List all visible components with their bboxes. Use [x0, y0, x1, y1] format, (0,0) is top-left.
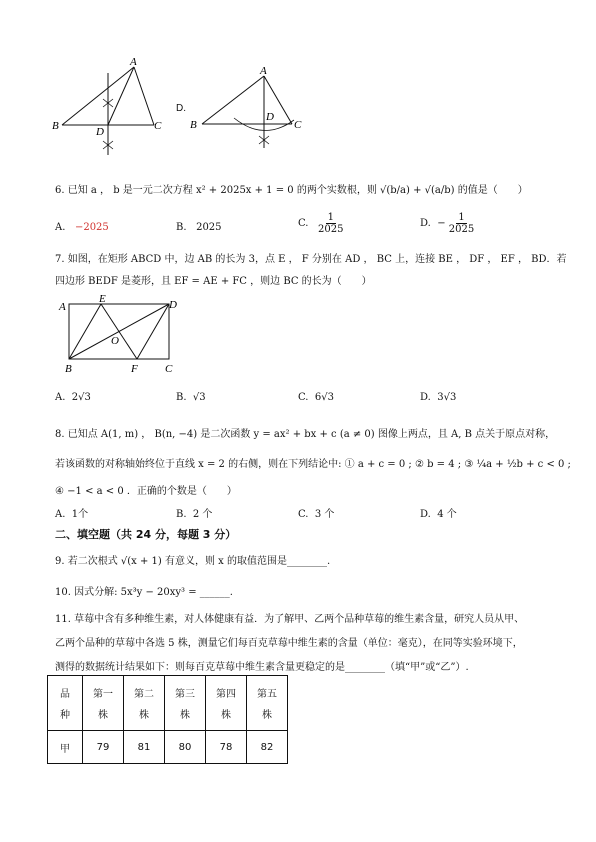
q8-line1: 8. 已知点 A(1, m) ， B(n, −4) 是二次函数 y = ax² + bx + c (a ≠ 0) 图像上两点，且 A, B 点关于原点对称，: [55, 429, 556, 440]
option-text: 6√3: [314, 392, 334, 403]
option-label: A.: [55, 509, 66, 520]
table-cell: 甲: [48, 731, 83, 764]
q7-option-d: [420, 392, 456, 403]
section-heading: 二、填空题（共 24 分，每题 3 分）: [55, 528, 237, 541]
q9-text: 9. 若二次根式 √(x + 1) 有意义，则 x 的取值范围是________.: [55, 556, 331, 567]
q8-line3: ④ −1 < a < 0 ．正确的个数是（ ）: [55, 486, 237, 497]
label-c: C: [294, 119, 302, 131]
table-header-cell: 第一 株: [83, 676, 124, 731]
q11-line2: 乙两个品种的草莓中各选 5 株，测量它们每百克草莓中维生素的含量（单位：毫克），在同等实验环境下，: [55, 638, 523, 649]
figure-option-c: [50, 55, 180, 165]
option-label: A.: [55, 392, 66, 403]
option-text: √3: [192, 392, 206, 403]
figure-q7-rectangle: [55, 292, 195, 376]
label-b: B: [190, 119, 197, 131]
option-label: D.: [420, 218, 431, 229]
option-label: C.: [298, 509, 309, 520]
table-header-cell: 第二 株: [124, 676, 165, 731]
q6-option-a: [55, 222, 109, 233]
table-cell: 78: [206, 731, 247, 764]
table-row: [48, 731, 288, 764]
q7-line2: 四边形 BEDF 是菱形，且 EF = AE + FC ，则边 BC 的长为（ ）: [55, 276, 372, 287]
table-header-cell: 第四 株: [206, 676, 247, 731]
figure-option-d: [188, 60, 308, 160]
q8-option-b: [176, 505, 212, 520]
option-label: B.: [176, 222, 187, 233]
q6-option-b: [176, 222, 222, 233]
q8-option-d: [420, 505, 457, 520]
option-text: 3√3: [437, 392, 457, 403]
q11-line1: 11. 草莓中含有多种维生素，对人体健康有益．为了解甲、乙两个品种草莓的维生素含量，研究人员从甲、: [55, 614, 525, 625]
option-label: C.: [298, 392, 309, 403]
label-c: C: [165, 363, 173, 375]
table-header-cell: 第三 株: [165, 676, 206, 731]
label-c: C: [154, 120, 162, 132]
option-d-label: D.: [176, 103, 186, 114]
label-a: A: [260, 65, 267, 77]
q7-line1: 7. 如图，在矩形 ABCD 中，边 AB 的长为 3，点 E ， F 分别在 AD ， BC 上，连接 BE ， DF ， EF ， BD．若: [55, 254, 567, 265]
label-d: D: [266, 111, 274, 123]
q7-option-a: [55, 392, 91, 403]
option-text: 2√3: [71, 392, 91, 403]
q7-option-c: [298, 392, 334, 403]
label-d: D: [96, 126, 104, 138]
option-text: 2 个: [192, 509, 213, 520]
option-text: 2025: [196, 222, 222, 233]
label-e: E: [99, 293, 106, 305]
table-header-row: [48, 676, 288, 731]
option-label: B.: [176, 509, 187, 520]
label-b: B: [65, 363, 72, 375]
table-cell: 79: [83, 731, 124, 764]
q8-option-c: [298, 505, 334, 520]
option-label: D.: [420, 392, 431, 403]
table-cell: 80: [165, 731, 206, 764]
label-o: O: [111, 335, 119, 347]
option-label: A.: [55, 222, 66, 233]
q6-option-c: [298, 212, 343, 235]
table-header-cell: 第五 株: [247, 676, 288, 731]
q11-line3: 测得的数据统计结果如下：则每百克草莓中维生素含量更稳定的是________（填“甲”或“乙”）.: [55, 662, 469, 673]
table-header-cell: 品 种: [48, 676, 83, 731]
label-a: A: [130, 56, 137, 68]
vitamin-data-table: [47, 675, 288, 764]
option-text: 3 个: [314, 509, 335, 520]
q8-option-a: [55, 505, 88, 520]
minus-sign: −: [437, 218, 446, 229]
option-label: B.: [176, 392, 187, 403]
option-text: 1个: [71, 509, 89, 520]
fraction: $\frac{1}{2025}$: [448, 212, 475, 235]
label-f: F: [131, 363, 138, 375]
q10-text: 10. 因式分解: 5x³y − 20xy³ = ______.: [55, 587, 233, 598]
q8-line2: 若该函数的对称轴始终位于直线 x = 2 的右侧，则在下列结论中: ① a + c = 0 ; ② b = 4 ; ③ ¼a + ½b + c < 0 ;: [55, 459, 571, 470]
label-a: A: [59, 301, 66, 313]
option-label: C.: [298, 218, 309, 229]
option-label: D.: [420, 509, 431, 520]
q6-stem: 6. 已知 a ， b 是一元二次方程 x² + 2025x + 1 = 0 的两个实数根，则 √(b/a) + √(a/b) 的值是（ ）: [55, 185, 528, 196]
table-cell: 81: [124, 731, 165, 764]
fraction: $\frac{1}{2025}$: [318, 212, 344, 235]
label-b: B: [52, 120, 59, 132]
q6-option-d: [420, 212, 474, 235]
label-d: D: [169, 299, 177, 311]
table-cell: 82: [247, 731, 288, 764]
q7-option-b: [176, 392, 206, 403]
option-text: −2025: [74, 222, 109, 233]
option-text: 4 个: [437, 509, 457, 520]
